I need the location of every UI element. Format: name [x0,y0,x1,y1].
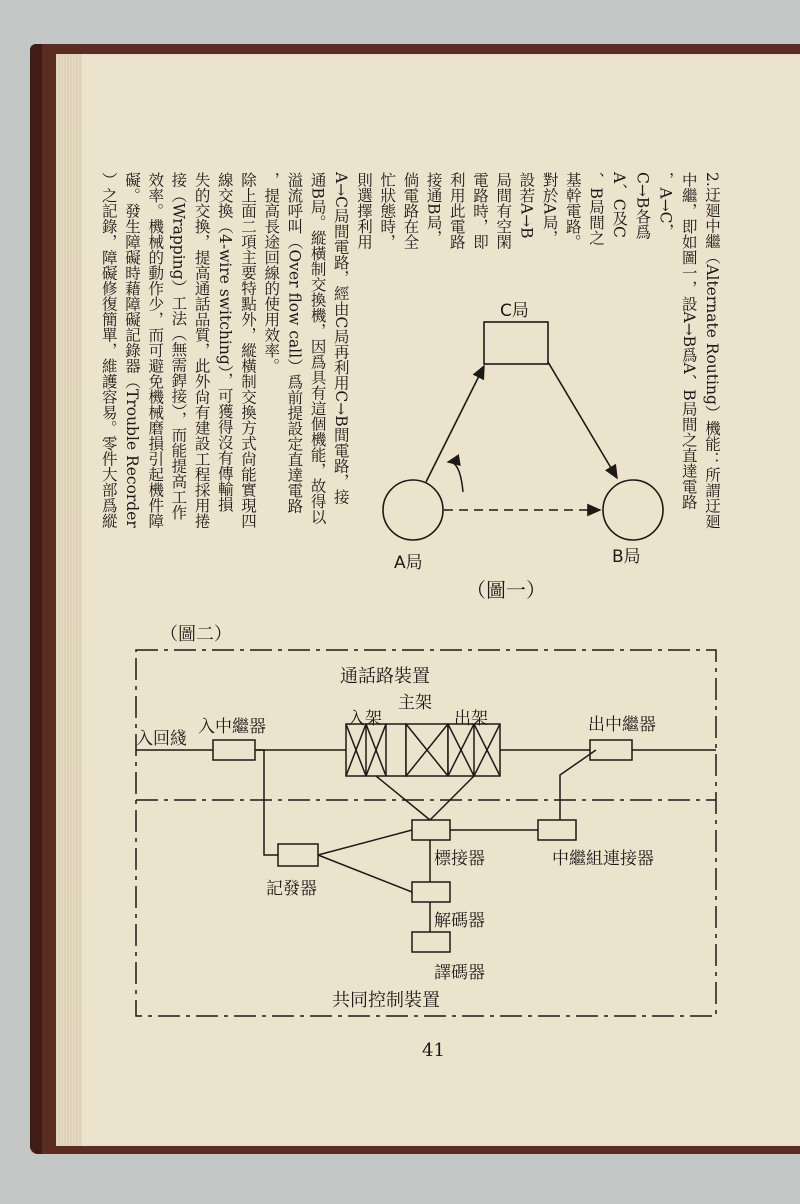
figure2-outgoing-trunk-label: 出中繼器 [588,715,656,735]
text-column: 基幹電路。 [563,172,582,250]
figure2-decoder-box [412,882,450,902]
figure1-overflow-arrow [448,462,463,492]
figure1-node-c-box [484,322,548,364]
figure2-incoming-line-label: 入回綫 [136,729,187,749]
text-column: 除上面二項主要特點外，縱橫制交換方式尙能實現四 [239,172,257,529]
text-column: 接（Wrapping）工法（無需銲接），而能提高工作 [169,172,188,520]
text-column: 利用此電路 [447,172,466,250]
text-column: A、C及C [610,172,629,238]
figure2-incoming-trunk-box [213,740,255,760]
text-column: C→B各爲 [633,172,652,240]
figure1-label-a: A局 [394,553,423,573]
text-column: 接通B局， [424,172,443,246]
text-column: 中繼，即如圖一，設A→B爲A、B局間之直達電路 [679,172,698,510]
text-column: 、B局間之 [587,172,605,246]
text-column: 礙。發生障礙時藉障礙記錄器（Trouble Recorder [123,172,141,528]
figure2-translator-label: 譯碼器 [434,963,485,983]
text-column: 溢流呼叫（Over flow call）爲前提設定直達電路 [285,172,304,514]
text-column: 線交換（4-wire switching），可獲得沒有傳輸損 [215,172,234,513]
figure2-register-box [278,844,318,866]
figure2-caption: （圖二） [160,624,232,645]
figure1-edge-c-b [548,362,617,478]
figure2-main-frame-label: 主架 [398,693,432,713]
figure2-incoming-trunk-label: 入中繼器 [198,717,266,737]
text-column: 局間有空閑 [494,172,513,250]
figure2-in-frame-label: 入架 [348,709,382,729]
figure2-outgoing-trunk-box [590,740,632,760]
figure2-trunk-group-connector-box [538,820,576,840]
figure2-common-control-label: 共同控制裝置 [332,990,440,1011]
text-column: ）之記錄，障礙修復簡單，維護容易。零件大部爲縱 [99,172,118,529]
figure1-node-a-circle [383,480,443,540]
figure2-marker-box [412,820,450,840]
figure2-translator-box [412,932,450,952]
page-number: 41 [422,1040,445,1061]
text-column: 失的交換，提高通話品質，此外尙有建設工程採用捲 [192,172,211,529]
figure2-trunk-group-connector-label: 中繼組連接器 [552,849,654,869]
figure1-label-b: B局 [612,547,641,567]
figure2-register-label: 記發器 [266,879,317,899]
figure1-caption: （圖一） [466,578,546,602]
text-column: 電路時，即 [471,172,489,250]
text-column: 2.迂廻中繼（Alternate Routing）機能：所謂迂廻 [703,172,721,529]
text-column: 通B局。縱橫制交換機，因爲具有這個機能，故得以 [308,172,327,525]
figure2-decoder-label: 解碼器 [434,911,485,931]
text-column: A→C局間電路，經由C局再利用C→B間電路，接 [331,172,350,505]
text-column: 忙狀態時， [378,172,397,250]
text-column: 設若A→B [517,172,536,239]
text-column: 則選擇利用 [355,172,373,250]
figure2-speech-path-label: 通話路裝置 [340,666,430,687]
figure1-label-c: C局 [500,301,529,321]
text-column: 效率。機械的動作少，而可避免機械磨損引起機件障 [146,172,165,529]
figure1-node-b-circle [603,480,663,540]
text-column: ，A→C， [656,172,675,240]
text-column: 對於A局， [540,172,559,246]
text-column: ，提高長途回線的使用效率。 [262,172,281,374]
figure2-out-frame-label: 出架 [454,709,488,729]
figure2-marker-label: 標接器 [434,849,485,869]
text-column: 倘電路在全 [401,172,420,250]
